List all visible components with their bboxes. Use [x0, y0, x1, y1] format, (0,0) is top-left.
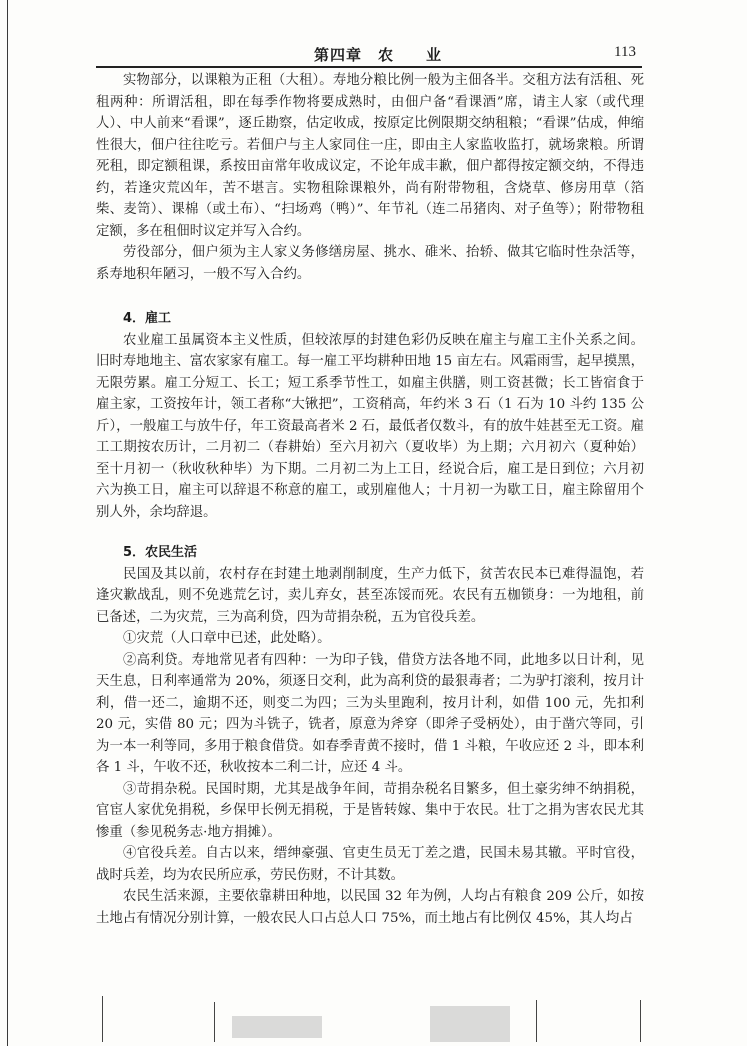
page-header — [104, 44, 636, 66]
item-taxes: ③苛捐杂税。民国时期，尤其是战争年间，苛捐杂税名目繁多，但土豪劣绅不纳捐税，官宦人家优免捐税，乡保甲长例无捐税，于是皆转嫁、集中于农民。壮丁之捐为害农民尤其惨重（参见税务志·地方捐摊）。 — [96, 781, 644, 840]
chapter-title: 第四章 农 业 — [314, 46, 443, 64]
paragraph-livelihood: 农民生活来源，主要依靠耕田种地，以民国 32 年为例，人均占有粮食 209 公斤，如按土地占有情况分别计算，一般农民人口占总人口 75%，而土地占有比例仅 45%，其人均占 — [96, 889, 644, 926]
scan-mark — [214, 1002, 215, 1042]
section-heading-hired-labor: 4．雇工 — [123, 311, 172, 326]
scan-artifacts — [0, 988, 747, 1046]
scan-mark — [102, 996, 103, 1042]
paragraph-labor-service: 劳役部分，佃户须为主人家义务修缮房屋、挑水、碓米、抬轿、做其它临时性杂活等，系寿地积年陋习，一般不写入合约。 — [96, 245, 644, 282]
scan-smudge — [430, 1006, 510, 1042]
item-famine: ①灾荒（人口章中已述，此处略）。 — [123, 631, 331, 646]
paragraph-rent-in-kind: 实物部分，以课粮为正租（大租）。寿地分粮比例一般为主佃各半。交租方法有活租、死租两种：所谓活租，即在每季作物将要成熟时，由佃户备“看课酒”席，请主人家（或代理人）、中人前来“看课”，逐丘勘察，估定收成，按原定比例限期交纳租粮；“看课”估成，伸缩性很大，佃户往往吃亏。若佃户与主人家同住一庄，即由主人家监收监打，就场衆粮。所谓死租，即定额租课，系按田亩常年收成议定，不论年成丰歉，佃户都得按定额交纳，不得违约，若逢灾荒凶年，苦不堪言。实物租除课粮外，尚有附带物租，含烧草、修房用草（箔柴、麦笥）、课棉（或土布）、“扫场鸡（鸭）”、年节礼（连二吊猪肉、对子鱼等）；附带物租定额，多在租佃时议定并写入合约。 — [96, 73, 644, 239]
section-heading-peasant-life: 5．农民生活 — [123, 545, 198, 560]
scan-smudge — [232, 1016, 322, 1038]
scan-edge-line — [7, 0, 8, 1046]
section-gap — [96, 285, 644, 308]
paragraph-five-shackles: 民国及其以前，农村存在封建土地剥削制度，生产力低下，贫苦农民本已难得温饱，若逢灾歉战乱，则不免逃荒乞讨，卖儿弃女，甚至冻馁而死。农民有五枷锁身：一为地租，前已备述，二为灾荒，三为高利贷，四为苛捐杂税，五为官役兵差。 — [96, 566, 644, 625]
paragraph-hired-labor: 农业雇工虽属资本主义性质，但较浓厚的封建色彩仍反映在雇主与雇工主仆关系之间。旧时寿地地主、富农家家有雇工。每一雇工平均耕种田地 15 亩左右。风霜雨雪，起早摸黑，无限劳累。雇工分短工、长工；短工系季节性工，如雇主供膳，则工资甚微；长工皆宿食于雇主家，工资按年计，领工者称“大锹把”，工资稍高，年约米 3 石（1 石为 10 斗约 135 公斤），一般雇工与放牛仔，年工资最高者米 2 石，最低者仅数斗，有的放牛娃甚至无工资。雇工工期按农历计，二月初二（春耕始）至六月初六（夏收毕）为上期；六月初六（夏种始）至十月初一（秋收秋种毕）为下期。二月初二为上工日，经说合后，雇工是日到位；六月初六为换工日，雇主可以辞退不称意的雇工，或别雇他人；十月初一为歇工日，雇主除留用个别人外，余均辞退。 — [96, 332, 644, 520]
page-number: 113 — [614, 44, 636, 60]
item-usury: ②高利贷。寿地常见者有四种：一为印子钱，借贷方法各地不同，此地多以日计利，见天生息，日利率通常为 20%，须逐日交利，此为高利贷的最狠毒者；二为驴打滚利，按月计利，借一还二，逾期不还，则变二为四；三为头里跑利，按月计利，如借 100 元，先扣利 20 元，实借 80 元；四为斗铣子，铣者，原意为斧穿（即斧子受柄处），由于凿穴等同，引为一本一利等同，多用于粮食借贷。如春季青黄不接时，借 1 斗粮，午收应还 2 斗，即本利各 1 斗，午收不还，秋收按本二利二计，应还 4 斗。 — [96, 652, 644, 775]
section-gap — [96, 523, 644, 542]
header-rule — [96, 66, 642, 68]
item-corvee: ④官役兵差。自古以来，缙绅豪强、官吏生员无丁差之遣，民国未易其辙。平时官役，战时兵差，均为农民所应承，劳民伤财，不计其数。 — [96, 846, 644, 883]
scan-mark — [536, 1000, 537, 1042]
scan-mark — [640, 1000, 641, 1042]
page-body — [96, 70, 644, 929]
